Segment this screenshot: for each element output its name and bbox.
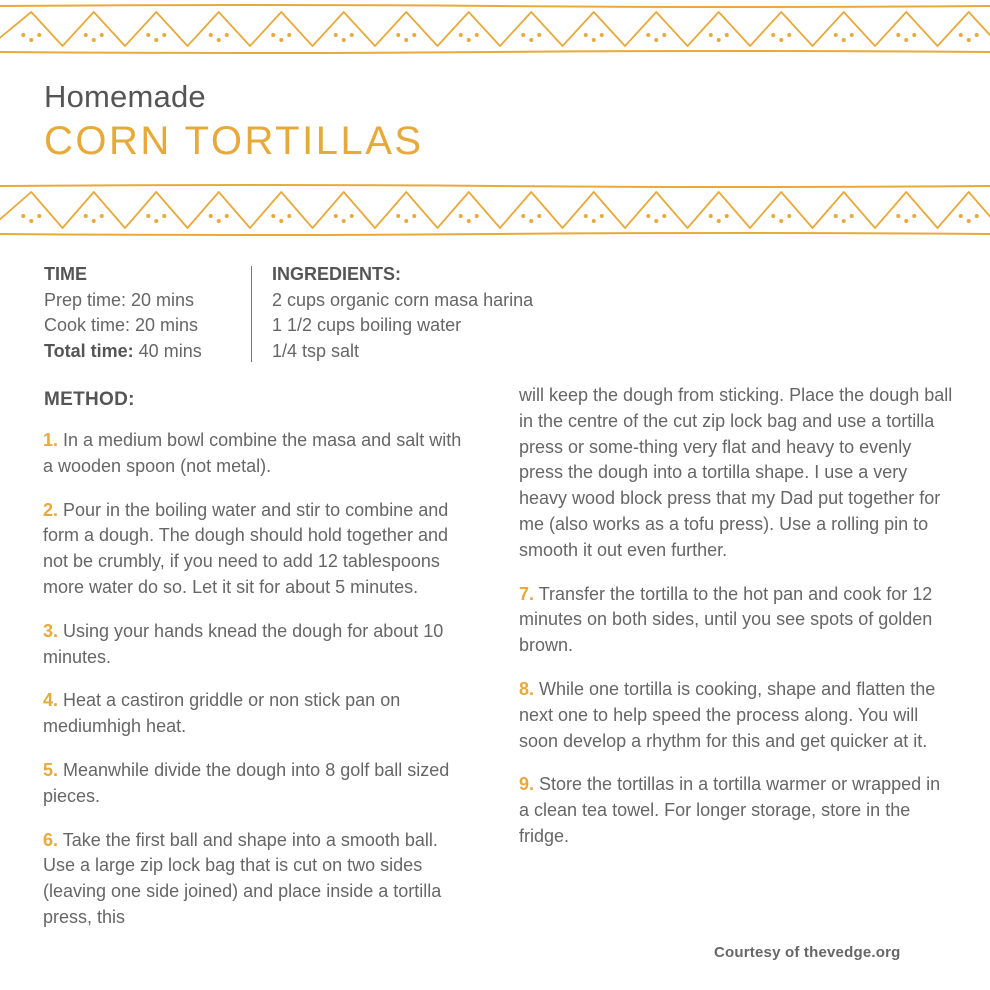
ingredients-section bbox=[272, 262, 772, 364]
step-number: 2. bbox=[43, 499, 59, 520]
method-step-9 bbox=[519, 772, 954, 849]
method-step-1 bbox=[43, 428, 473, 480]
step-number: 5. bbox=[43, 759, 59, 780]
decorative-border-top bbox=[0, 0, 990, 60]
time-section bbox=[44, 262, 244, 364]
step-text: Using your hands knead the dough for about 10 minutes. bbox=[43, 620, 444, 667]
cook-time: Cook time: 20 mins bbox=[44, 315, 199, 335]
ingredient-item: 2 cups organic corn masa harina bbox=[272, 289, 534, 310]
step-number: 1. bbox=[43, 430, 59, 450]
step-number: 7. bbox=[519, 583, 535, 604]
method-step-8 bbox=[519, 677, 954, 754]
method-step-4 bbox=[43, 688, 473, 740]
step-text: While one tortilla is cooking, shape and flatten the next one to help speed the process along. You will soon develop a rhythm for this and get quicker at it. bbox=[519, 678, 936, 751]
step-text: Heat a castiron griddle or non stick pan on mediumhigh heat. bbox=[43, 690, 401, 737]
title-corn-tortillas: CORN TORTILLAS bbox=[44, 119, 424, 163]
step-text: Take the first ball and shape into a smooth ball. Use a large zip lock bag that is cut on two sides (leaving one side joined) and place inside a tortilla press, this bbox=[43, 829, 442, 927]
title-homemade: Homemade bbox=[44, 79, 206, 114]
method-column-left bbox=[43, 428, 473, 949]
step-number: 4. bbox=[43, 690, 59, 711]
prep-time: Prep time: 20 mins bbox=[44, 289, 195, 310]
total-time-value: 40 mins bbox=[133, 340, 202, 361]
step-text: Pour in the boiling water and stir to combine and form a dough. The dough should hold together and not be crumbly, if you need to add 12 tablespoons more water do so. Let it sit for about 5 minutes. bbox=[43, 499, 449, 597]
ingredients-heading: INGREDIENTS: bbox=[272, 264, 402, 284]
step-number: 6. bbox=[43, 829, 59, 850]
method-step-7 bbox=[519, 582, 954, 659]
decorative-border-middle bbox=[0, 178, 990, 240]
ingredient-item: 1 1/2 cups boiling water bbox=[272, 315, 462, 335]
step-text: In a medium bowl combine the masa and salt with a wooden spoon (not metal). bbox=[43, 430, 462, 476]
total-time bbox=[44, 339, 244, 365]
method-column-right bbox=[519, 383, 954, 868]
method-step-2 bbox=[43, 498, 473, 601]
method-heading: METHOD: bbox=[44, 389, 135, 410]
step-text: Store the tortillas in a tortilla warmer or wrapped in a clean tea towel. For longer storage, store in the fridge. bbox=[519, 774, 941, 846]
ingredient-item: 1/4 tsp salt bbox=[272, 340, 360, 361]
title-block bbox=[44, 78, 424, 164]
step-number: 9. bbox=[519, 774, 535, 795]
divider-line bbox=[251, 266, 252, 362]
method-step-5 bbox=[43, 758, 473, 810]
step-number: 3. bbox=[43, 620, 59, 641]
method-step-3 bbox=[43, 619, 473, 671]
time-heading: TIME bbox=[44, 264, 87, 284]
total-time-label: Total time: bbox=[44, 340, 134, 361]
step-text: Transfer the tortilla to the hot pan and cook for 12 minutes on both sides, until you see spots of golden brown. bbox=[519, 583, 933, 656]
step-number: 8. bbox=[519, 678, 535, 699]
method-step-6-continued: will keep the dough from sticking. Place the dough ball in the centre of the cut zip lock bag and use a tortilla press or some-thing very flat and heavy to evenly press the dough into a tortilla shape. I use a very heavy wood block press that my Dad put together for me (also works as a tofu press). Use a rolling pin to smooth it out even further. bbox=[519, 385, 953, 560]
step-text: Meanwhile divide the dough into 8 golf ball sized pieces. bbox=[43, 759, 450, 806]
method-step-6 bbox=[43, 828, 473, 931]
courtesy-credit: Courtesy of thevedge.org bbox=[714, 944, 901, 961]
